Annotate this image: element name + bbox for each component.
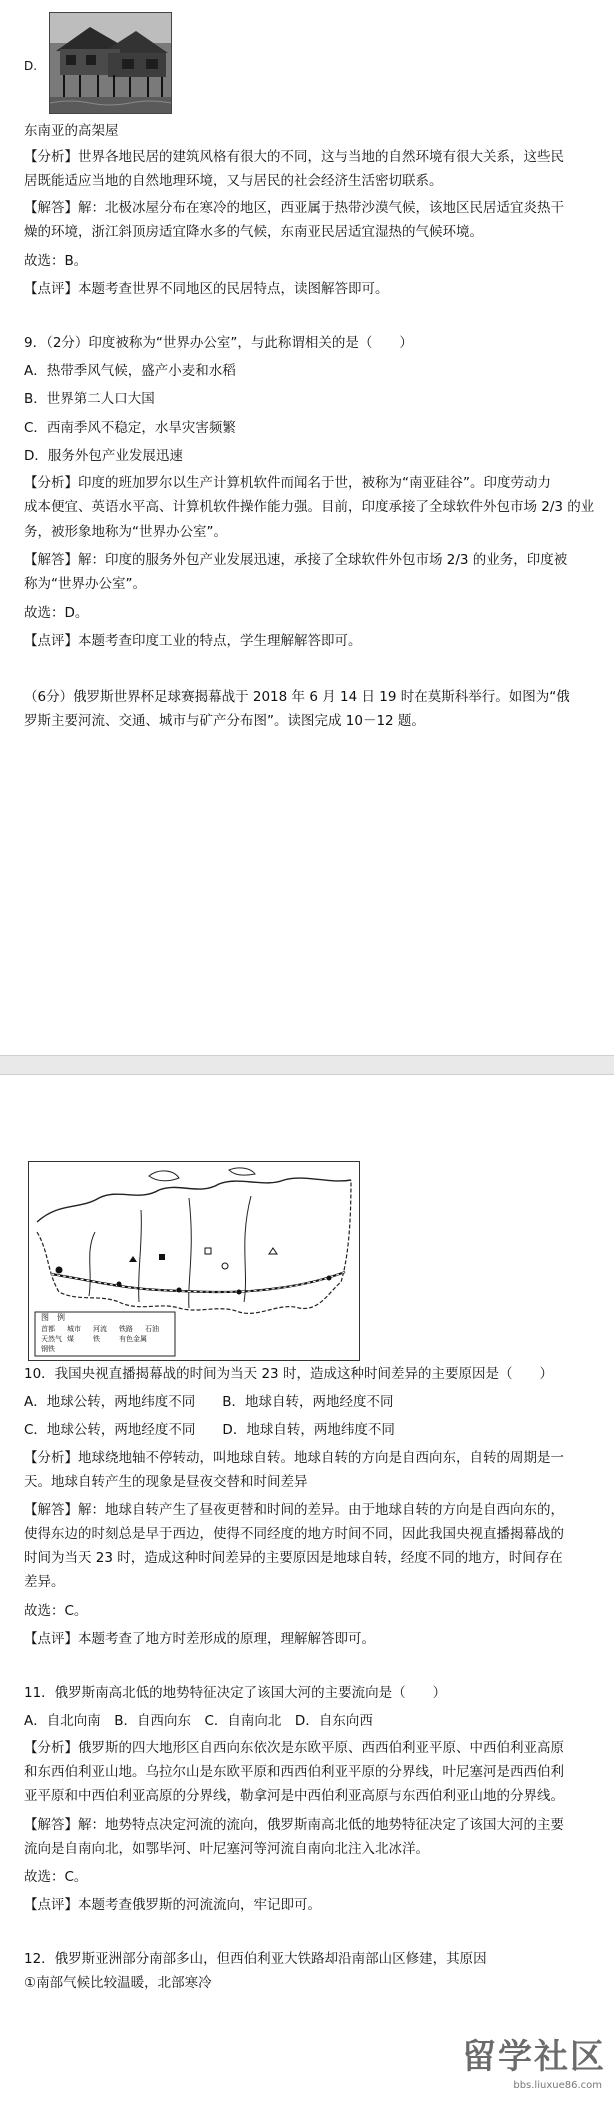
option-a: A．热带季风气候，盛产小麦和水稻	[24, 363, 236, 379]
text-line: 【分析】地球绕地轴不停转动，叫地球自转。地球自转的方向是自西向东，自转的周期是一	[24, 1450, 564, 1466]
text-line: 燥的环境，浙江斜顶房适宜降水多的气候，东南亚民居适宜湿热的气候环境。	[24, 224, 483, 240]
text-line: 故选：B。	[24, 253, 88, 269]
legend-item: 有色金属	[119, 1335, 147, 1343]
options-11: A．自北向南 B．自西向东 C．自南向北 D．自东向西	[24, 1713, 373, 1729]
russia-map-figure	[28, 1161, 360, 1361]
legend-item: 河流	[93, 1325, 107, 1333]
map-legend	[41, 1324, 173, 1354]
question-9: 9．（2分）印度被称为“世界办公室”，与此称谓相关的是（ ）	[24, 335, 413, 351]
legend-item: 石油	[145, 1325, 159, 1333]
text-line: 故选：D。	[24, 605, 89, 621]
option-d: D．服务外包产业发展迅速	[24, 448, 183, 464]
watermark-text: 留学社区	[462, 2037, 606, 2077]
text-line: （6分）俄罗斯世界杯足球赛揭幕战于 2018 年 6 月 14 日 19 时在莫斯科举行。如图为“俄	[24, 689, 570, 705]
text-line: 【点评】本题考查世界不同地区的民居特点，读图解答即可。	[24, 281, 389, 297]
question-12: 12．俄罗斯亚洲部分南部多山，但西伯利亚大铁路却沿南部山区修建，其原因	[24, 1951, 487, 1967]
option-a-b: A．地球公转，两地纬度不同 B．地球自转，两地经度不同	[24, 1394, 394, 1410]
text-line: 【分析】世界各地民居的建筑风格有很大的不同，这与当地的自然环境有很大关系，这些民	[24, 149, 564, 165]
text-line: 天。地球自转产生的现象是昼夜交替和时间差异	[24, 1474, 308, 1490]
question-10: 10．我国央视直播揭幕战的时间为当天 23 时，造成这种时间差异的主要原因是（ ）	[24, 1366, 553, 1382]
legend-item: 首都	[41, 1325, 55, 1333]
legend-item: 天然气	[41, 1335, 62, 1343]
legend-item: 城市	[67, 1325, 81, 1333]
text-line: 亚平原和中西伯利亚高原的分界线，勒拿河是中西伯利亚高原与东西伯利亚山地的分界线。	[24, 1788, 564, 1804]
legend-item: 煤	[67, 1335, 74, 1343]
option-c-d: C．地球公转，两地经度不同 D．地球自转，两地纬度不同	[24, 1422, 395, 1438]
photo-caption: 东南亚的高架屋	[24, 123, 119, 139]
text-line: 【解答】解：地球自转产生了昼夜更替和时间的差异。由于地球自转的方向是自西向东的，	[24, 1502, 564, 1518]
legend-item: 钢铁	[41, 1345, 55, 1353]
option-b: B．世界第二人口大国	[24, 391, 155, 407]
text-line: ①南部气候比较温暖，北部寒冷	[24, 1975, 212, 1991]
text-line: 使得东边的时刻总是早于西边，使得不同经度的地方时间不同，因此我国央视直播揭幕战的	[24, 1526, 564, 1542]
text-line: 流向是自南向北，如鄂毕河、叶尼塞河等河流自南向北注入北冰洋。	[24, 1841, 429, 1857]
text-line: 【解答】解：北极冰屋分布在寒冷的地区，西亚属于热带沙漠气候，该地区民居适宜炎热干	[24, 200, 564, 216]
text-line: 时间为当天 23 时，造成这种时间差异的主要原因是地球自转，经度不同的地方，时间存在	[24, 1550, 563, 1566]
text-line: 【分析】俄罗斯的四大地形区自西向东依次是东欧平原、西西伯利亚平原、中西伯利亚高原	[24, 1740, 564, 1756]
document-page-2	[0, 1075, 614, 2109]
text-line: 【解答】解：地势特点决定河流的流向，俄罗斯南高北低的地势特征决定了该国大河的主要	[24, 1817, 564, 1833]
text-line: 故选：C。	[24, 1869, 88, 1885]
text-line: 成本便宜、英语水平高、计算机软件操作能力强。目前，印度承接了全球软件外包市场 2/3 的业	[24, 499, 595, 515]
legend-item: 铁	[93, 1335, 100, 1343]
text-line: 【解答】解：印度的服务外包产业发展迅速，承接了全球软件外包市场 2/3 的业务，印度被	[24, 552, 568, 568]
text-line: 居既能适应当地的自然地理环境，又与居民的社会经济生活密切联系。	[24, 173, 443, 189]
text-line: 罗斯主要河流、交通、城市与矿产分布图”。读图完成 10－12 题。	[24, 713, 425, 729]
text-line: 务，被形象地称为“世界办公室”。	[24, 524, 227, 540]
text-line: 称为“世界办公室”。	[24, 576, 146, 592]
stilt-house-photo	[49, 12, 172, 114]
text-line: 故选：C。	[24, 1603, 88, 1619]
text-line: 【点评】本题考查了地方时差形成的原理，理解解答即可。	[24, 1631, 375, 1647]
question-11: 11．俄罗斯南高北低的地势特征决定了该国大河的主要流向是（ ）	[24, 1685, 447, 1701]
watermark-url: bbs.liuxue86.com	[513, 2080, 602, 2091]
text-line: 【点评】本题考查印度工业的特点，学生理解解答即可。	[24, 633, 362, 649]
map-legend-title: 图 例	[41, 1313, 65, 1322]
text-line: 【分析】印度的班加罗尔以生产计算机软件而闻名于世，被称为“南亚硅谷”。印度劳动力	[24, 475, 551, 491]
option-c: C．西南季风不稳定，水旱灾害频繁	[24, 420, 236, 436]
page-break	[0, 1055, 614, 1075]
text-line: 【点评】本题考查俄罗斯的河流流向，牢记即可。	[24, 1897, 321, 1913]
legend-item: 铁路	[119, 1325, 133, 1333]
text-line: 和东西伯利亚山地。乌拉尔山是东欧平原和西西伯利亚平原的分界线，叶尼塞河是西西伯利	[24, 1764, 564, 1780]
text-line: 差异。	[24, 1574, 65, 1590]
watermark-logo	[446, 2037, 606, 2099]
option-d-label: D.	[24, 59, 38, 73]
